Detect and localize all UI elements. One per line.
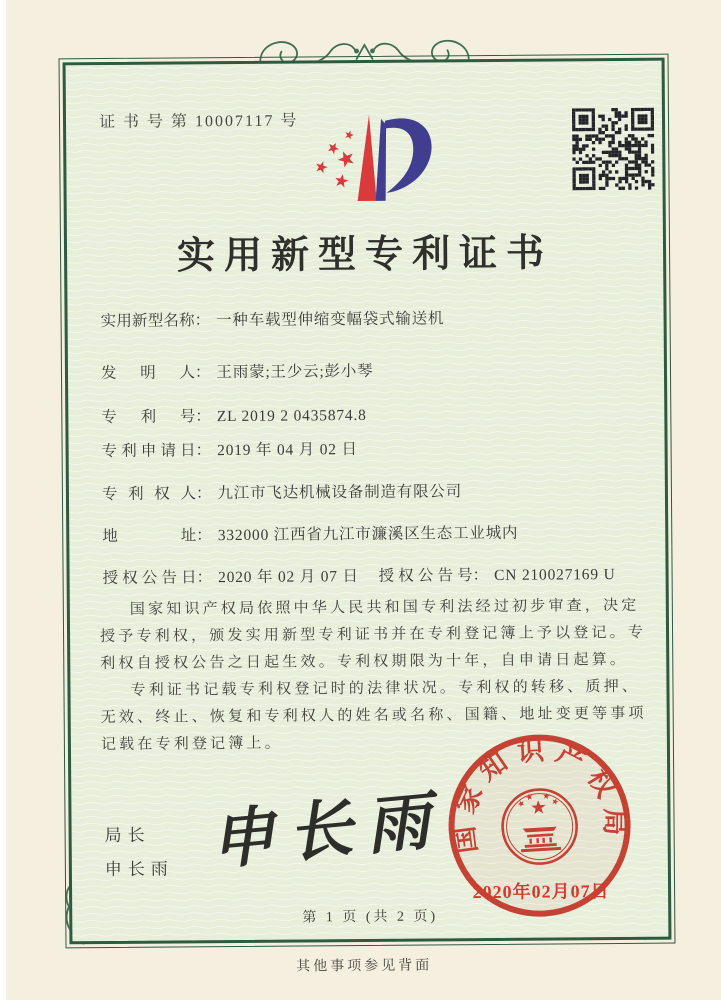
back-note: 其他事项参见背面 [296,958,433,975]
field-row-inventors: 发明人： 王雨蒙;王少云;彭小琴 [101,357,634,385]
field-label: 发明人 [100,364,196,383]
page-number: 第 1 页 (共 2 页) [302,909,439,926]
certificate-fields [100,302,635,606]
field-row-utility-model-name: 实用新型名称： 一种车载型伸缩变幅袋式输送机 [100,305,633,333]
field-row-filing-date: 专利申请日： 2019 年 04 月 02 日 [102,435,635,463]
field-value: 九江市飞达机械设备制造有限公司 [217,483,463,503]
seal-date: 2020年02月07日 [472,881,610,903]
field-row-address: 地址： 332000 江西省九江市濂溪区生态工业城内 [102,524,519,546]
field-row-patent-number: 专利号： ZL 2019 2 0435874.8 [101,401,634,429]
grant-date: 授权公告日： 2020 年 02 月 07 日 [102,568,359,588]
field-value: 一种车载型伸缩变幅袋式输送机 [216,310,445,330]
legal-paragraph-2: 专利证书记载专利权登记时的法律状况。专利权的转移、质押、无效、终止、恢复和专利权人的姓名或名称、国籍、地址变更等事项记载在专利登记簿上。 [100,678,647,754]
field-value: 王雨蒙;王少云;彭小琴 [216,362,374,382]
field-label: 专利权人 [101,485,197,504]
legal-paragraph-1: 国家知识产权局依照中华人民共和国专利法经过初步审查，决定授予专利权，颁发实用新型专利证书并在专利登记簿上予以登记。专利权自授权公告之日起生效。专利权期限为十年，自申请日起算。 [100,597,647,673]
field-label: 实用新型名称 [100,312,195,331]
grant-number: 授权公告号： CN 210027169 U [378,565,616,585]
field-label: 专利申请日 [101,442,196,461]
signer-title: 局长 [104,825,151,846]
field-value: 332000 江西省九江市濂溪区生态工业城内 [217,524,519,545]
qr-code [572,108,655,191]
field-label: 专利号 [101,408,196,427]
signer-name: 申长雨 [104,859,174,880]
certificate-frame [59,54,676,949]
field-value: ZL 2019 2 0435874.8 [216,406,367,426]
certificate-title: 实用新型专利证书 [176,232,554,278]
field-row-grant [103,562,636,590]
certificate-number: 证 书 号 第 10007117 号 [98,112,299,132]
field-value: 2019 年 04 月 02 日 [217,441,358,460]
seal-ring-text: 国家知识产权局 [448,734,630,856]
signature-autograph: 申长雨 [207,784,447,878]
field-label: 地址 [102,527,197,546]
field-row-patentee: 专利权人： 九江市飞达机械设备制造有限公司 [101,483,463,504]
cnipa-logo-icon [300,108,461,209]
certificate-frame-inner [63,58,672,945]
